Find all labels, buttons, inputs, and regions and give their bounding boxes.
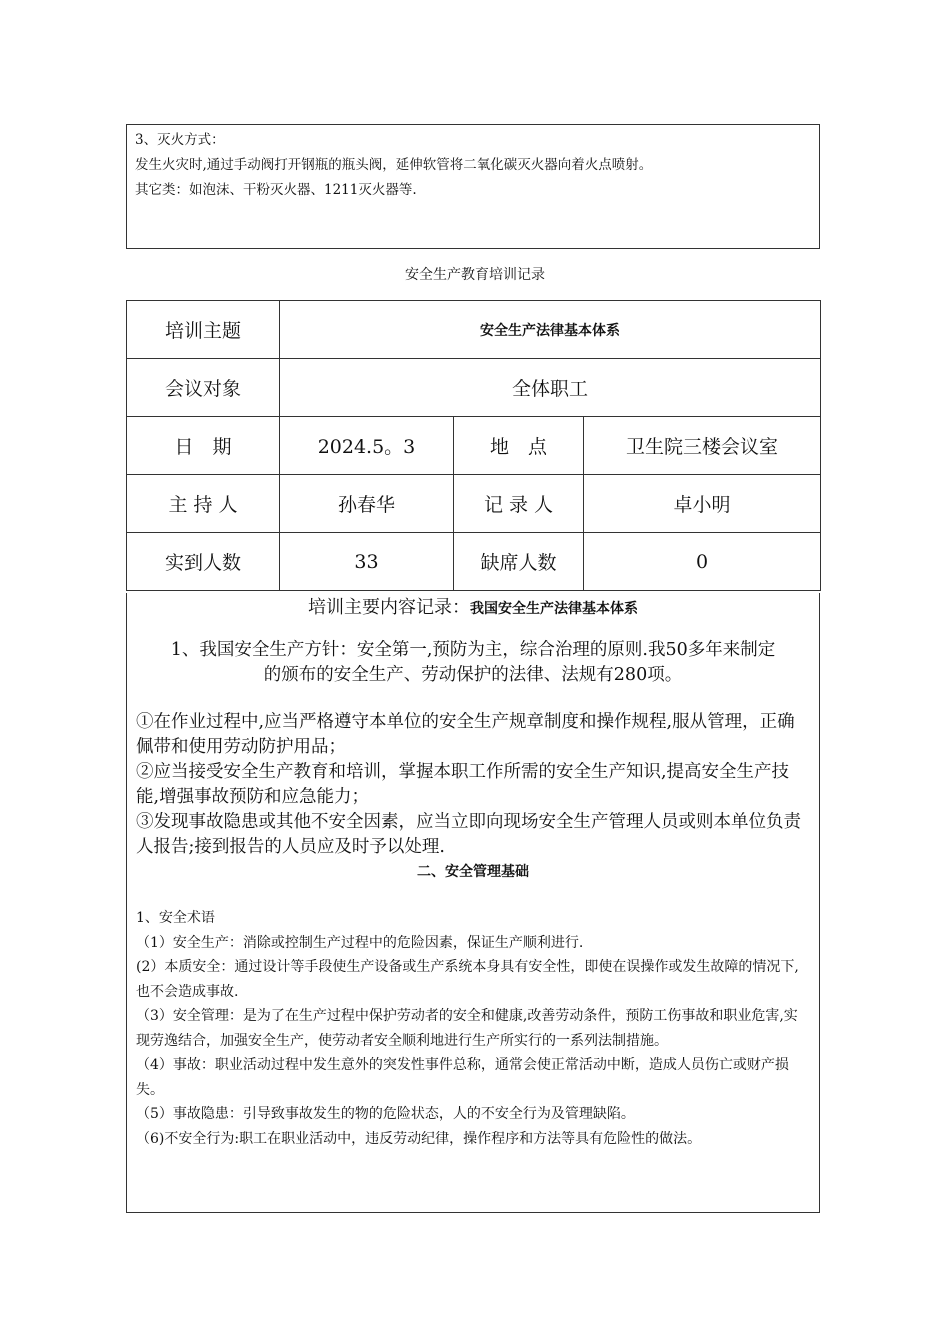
training-info-table — [126, 300, 821, 591]
spacer — [136, 884, 810, 906]
recorder-label: 记 录 人 — [454, 475, 584, 533]
fire-extinguish-section — [126, 124, 820, 249]
present-value: 33 — [280, 533, 454, 591]
place-value: 卫生院三楼会议室 — [584, 417, 821, 475]
record-title: 安全生产教育培训记录 — [405, 267, 545, 283]
duty-item-1: ①在作业过程中,应当严格遵守本单位的安全生产规章制度和操作规程,服从管理，正确佩带和使用劳动防护用品； — [136, 712, 795, 757]
term-3: （3）安全管理：是为了在生产过程中保护劳动者的安全和健康,改善劳动条件，预防工伤事故和职业危害,实现劳逸结合，加强安全生产，使劳动者安全顺利地进行生产所实行的一系列法制措施。 — [136, 1008, 798, 1049]
fire-section-line1: 发生火灾时,通过手动阀打开钢瓶的瓶头阀，延伸软管将二氧化碳灭火器向着火点喷射。 — [135, 157, 653, 173]
fire-section-line2: 其它类：如泡沫、干粉灭火器、1211灭火器等. — [135, 182, 417, 198]
recorder-value: 卓小明 — [584, 475, 821, 533]
spacer — [136, 688, 810, 710]
date-label: 日 期 — [127, 417, 280, 475]
spacer — [136, 624, 810, 638]
content-title — [136, 593, 810, 624]
audience-value: 全体职工 — [280, 359, 821, 417]
section2-title: 二、安全管理基础 — [417, 864, 529, 880]
fire-section-heading: 3、灭火方式： — [135, 132, 225, 148]
table-row — [127, 301, 821, 359]
content-title-label: 培训主要内容记录： — [308, 597, 470, 618]
date-value: 2024.5。3 — [280, 417, 454, 475]
content-title-value: 我国安全生产法律基本体系 — [470, 601, 638, 617]
duty-item-3: ③发现事故隐患或其他不安全因素，应当立即向现场安全生产管理人员或则本单位负责人报告;接到报告的人员应及时予以处理. — [136, 812, 801, 857]
audience-label: 会议对象 — [127, 359, 280, 417]
term-4: （4）事故：职业活动过程中发生意外的突发性事件总称，通常会使正常活动中断，造成人员伤亡或财产损失。 — [136, 1057, 789, 1098]
duty-item-2: ②应当接受安全生产教育和培训，掌握本职工作所需的安全生产知识,提高安全生产技能,增强事故预防和应急能力； — [136, 762, 790, 807]
table-row — [127, 359, 821, 417]
present-label: 实到人数 — [127, 533, 280, 591]
place-label: 地 点 — [454, 417, 584, 475]
topic-label: 培训主题 — [127, 301, 280, 359]
table-row — [127, 533, 821, 591]
terms-heading: 1、安全术语 — [136, 910, 215, 926]
term-6: （6)不安全行为:职工在职业活动中，违反劳动纪律，操作程序和方法等具有危险性的做法。 — [136, 1130, 702, 1147]
policy-line2: 的颁布的安全生产、劳动保护的法律、法规有280项。 — [263, 665, 683, 685]
policy-line1: 1、我国安全生产方针：安全第一,预防为主，综合治理的原则.我50多年来制定 — [170, 640, 776, 660]
absent-value: 0 — [584, 533, 821, 591]
host-label: 主 持 人 — [127, 475, 280, 533]
absent-label: 缺席人数 — [454, 533, 584, 591]
table-row — [127, 475, 821, 533]
host-value: 孙春华 — [280, 475, 454, 533]
term-2: (2）本质安全：通过设计等手段使生产设备或生产系统本身具有安全性，即使在误操作或发生故障的情况下,也不会造成事故. — [136, 959, 799, 1000]
topic-value: 安全生产法律基本体系 — [280, 301, 821, 359]
term-5: （5）事故隐患：引导致事故发生的物的危险状态，人的不安全行为及管理缺陷。 — [136, 1106, 635, 1122]
term-1: （1）安全生产：消除或控制生产过程中的危险因素，保证生产顺利进行. — [136, 934, 584, 951]
training-content — [126, 593, 820, 1213]
table-row — [127, 417, 821, 475]
